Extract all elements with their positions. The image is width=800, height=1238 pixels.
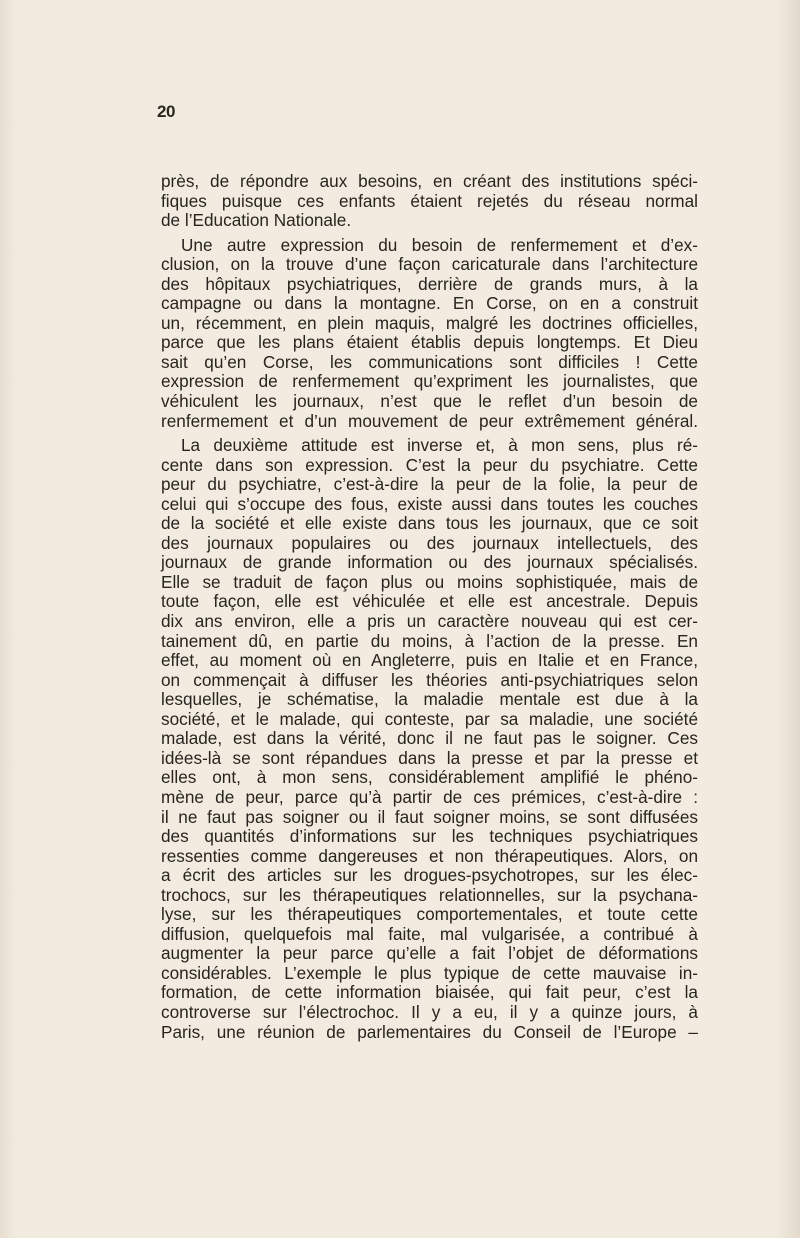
text-line: clusion, on la trouve d’une façon caricaturale dans l’architecture bbox=[161, 254, 698, 275]
paragraph-2 bbox=[161, 236, 698, 431]
text-line: fiques puisque ces enfants étaient rejetés du réseau normal bbox=[161, 190, 698, 211]
text-line: véhiculent les journaux, n’est que le reflet d’un besoin de bbox=[161, 391, 698, 412]
text-line: effet, au moment où en Angleterre, puis en Italie et en France, bbox=[161, 650, 698, 671]
text-line: un, récemment, en plein maquis, malgré les doctrines officielles, bbox=[161, 312, 698, 333]
text-line: près, de répondre aux besoins, en créant des institutions spéci- bbox=[161, 171, 698, 191]
text-line: celui qui s’occupe des fous, existe aussi dans toutes les couches bbox=[161, 493, 698, 514]
text-line: lesquelles, je schématise, la maladie mentale est due à la bbox=[161, 689, 698, 710]
text-line: des journaux populaires ou des journaux intellectuels, des bbox=[161, 532, 698, 553]
text-line: malade, est dans la vérité, donc il ne faut pas le soigner. Ces bbox=[161, 728, 698, 749]
text-line: renfermement et d’un mouvement de peur extrêmement général. bbox=[161, 410, 698, 431]
text-line: idées-là se sont répandues dans la presse et par la presse et bbox=[161, 747, 698, 768]
text-line: parce que les plans étaient établis depuis longtemps. Et Dieu bbox=[161, 332, 698, 353]
page-number: 20 bbox=[157, 102, 175, 121]
text-line: il ne faut pas soigner ou il faut soigner moins, se sont diffusées bbox=[161, 806, 698, 827]
text-line: de l’Education Nationale. bbox=[161, 210, 352, 231]
text-line: sait qu’en Corse, les communications sont difficiles ! Cette bbox=[161, 351, 698, 372]
text-line: augmenter la peur parce qu’elle a fait l’objet de déformations bbox=[161, 943, 698, 964]
text-line: La deuxième attitude est inverse et, à mon sens, plus ré- bbox=[181, 435, 698, 456]
text-line: tainement dû, en partie du moins, à l’action de la presse. En bbox=[161, 630, 698, 651]
text-line: elles ont, à mon sens, considérablement amplifié le phéno- bbox=[161, 767, 698, 788]
paragraph-1 bbox=[161, 172, 698, 231]
text-line: de la société et elle existe dans tous les journaux, que ce soit bbox=[161, 513, 698, 534]
text-line: Elle se traduit de façon plus ou moins sophistiquée, mais de bbox=[161, 571, 698, 592]
text-line: peur du psychiatre, c’est-à-dire la peur de la folie, la peur de bbox=[161, 474, 698, 495]
text-line: dix ans environ, elle a pris un caractère nouveau qui est cer- bbox=[161, 611, 698, 632]
text-line: trochocs, sur les thérapeutiques relationnelles, sur la psychana- bbox=[161, 884, 698, 905]
text-line: campagne ou dans la montagne. En Corse, on en a construit bbox=[161, 293, 698, 314]
text-line: société, et le malade, qui conteste, par sa maladie, une société bbox=[161, 708, 698, 729]
text-line: toute façon, elle est véhiculée et elle est ancestrale. Depuis bbox=[161, 591, 698, 612]
text-line: mène de peur, parce qu’à partir de ces prémices, c’est-à-dire : bbox=[161, 786, 698, 807]
text-line: a écrit des articles sur les drogues-psychotropes, sur les élec- bbox=[161, 865, 698, 886]
text-line: diffusion, quelquefois mal faite, mal vulgarisée, a contribué à bbox=[161, 923, 698, 944]
text-line: considérables. L’exemple le plus typique de cette mauvaise in- bbox=[161, 962, 698, 983]
text-line: des hôpitaux psychiatriques, derrière de grands murs, à la bbox=[161, 273, 698, 294]
text-line: des quantités d’informations sur les techniques psychiatriques bbox=[161, 826, 698, 847]
text-line: controverse sur l’électrochoc. Il y a eu, il y a quinze jours, à bbox=[161, 1001, 698, 1022]
text-line: on commençait à diffuser les théories anti-psychiatriques selon bbox=[161, 669, 698, 690]
text-line: ressenties comme dangereuses et non thérapeutiques. Alors, on bbox=[161, 845, 698, 866]
text-line: Une autre expression du besoin de renfermement et d’ex- bbox=[181, 234, 698, 255]
text-line: Paris, une réunion de parlementaires du Conseil de l’Europe – bbox=[161, 1021, 698, 1042]
text-line: formation, de cette information biaisée, qui fait peur, c’est la bbox=[161, 982, 698, 1003]
text-line: expression de renfermement qu’expriment les journalistes, que bbox=[161, 371, 698, 392]
body-text bbox=[161, 172, 698, 1047]
text-line: journaux de grande information ou des journaux spécialisés. bbox=[161, 552, 698, 573]
text-line: lyse, sur les thérapeutiques comportementales, et toute cette bbox=[161, 904, 698, 925]
text-line: cente dans son expression. C’est la peur du psychiatre. Cette bbox=[161, 454, 698, 475]
paragraph-3 bbox=[161, 436, 698, 1042]
